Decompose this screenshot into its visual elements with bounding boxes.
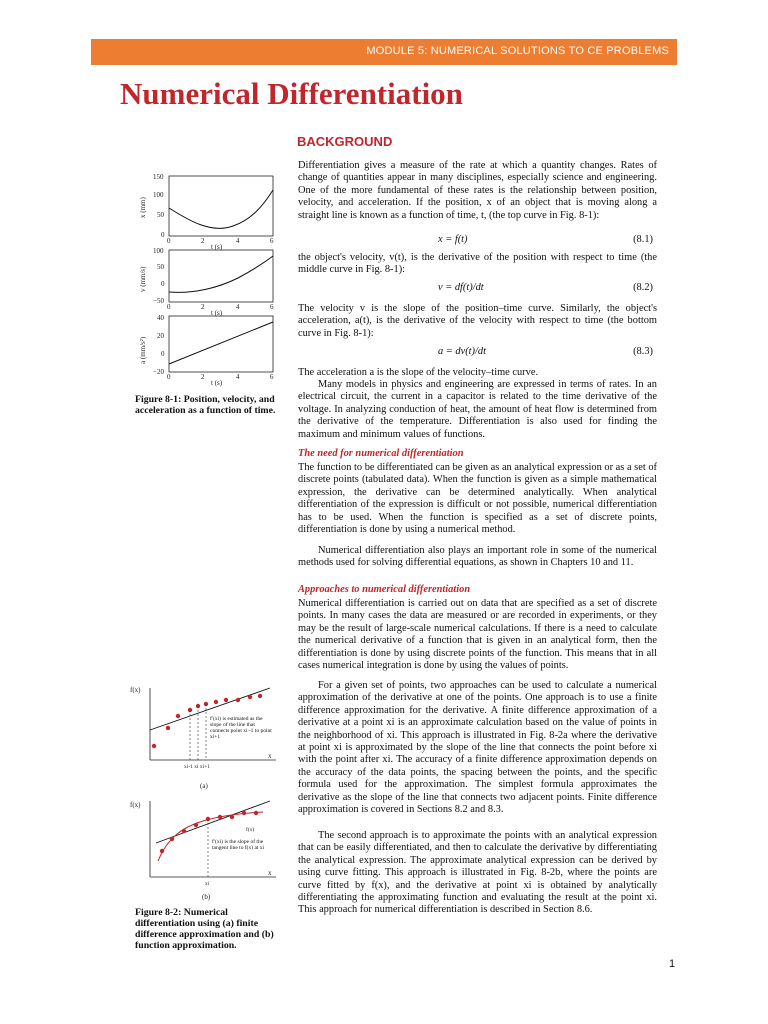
ytick: 150 (153, 173, 164, 181)
page-number: 1 (669, 958, 676, 970)
fig-b-note: f′(xi) is the slope of the tangent line to f(x) at xi (212, 839, 265, 851)
x-label: x (268, 869, 272, 877)
ytick: 40 (157, 314, 164, 322)
module-label: MODULE 5: NUMERICAL SOLUTIONS TO CE PROBLEMS (366, 45, 669, 57)
figure-8-1 (133, 168, 283, 388)
fig-a-label: (a) (200, 782, 208, 790)
xtick: 6 (270, 237, 274, 245)
figure-8-1-caption: Figure 8-1: Position, velocity, and acceleration as a function of time. (135, 394, 276, 416)
fig-a-point-labels: xi-1 xi xi+1 (184, 764, 211, 770)
xtick: 4 (236, 303, 240, 311)
fig-b-curve-label: f(x) (246, 827, 255, 833)
position-panel (139, 173, 274, 251)
xtick: 0 (167, 373, 171, 381)
acceleration-ylabel: a (mm/s²) (139, 336, 147, 364)
ytick: 100 (153, 247, 164, 255)
xtick: 4 (236, 237, 240, 245)
fig-b-point-label: xi (205, 881, 210, 887)
xtick: 0 (167, 303, 171, 311)
ytick: 0 (161, 350, 165, 358)
ytick: 0 (161, 231, 165, 239)
paragraph-9: For a given set of points, two approaches can be used to calculate a numerical approximation of the derivative at one of the points. One approach is to use a finite difference approximation for the derivative. A finite difference approximation of a derivative at a point xi is an approximate calculation based on the value of points in the neighborhood of xi. This approach is illustrated in Fig. 8-2a where the derivative at point xi is approximated by the slope of the line that connects the point before xi with the point after xi. The accuracy of a finite difference approximation depends on the accuracy of the data points, the spacing between the points, and the specific formula used for the approximation. The simplest formula approximates the derivative as the slope of the line that connects two adjacent points. Finite difference approximation is covered in Sections 8.2 and 8.3. (298, 680, 657, 816)
xtick: 2 (201, 373, 205, 381)
x-label: x (268, 752, 272, 760)
position-xlabel: t (s) (211, 243, 223, 251)
subheading-need: The need for numerical differentiation (298, 448, 464, 459)
xtick: 2 (201, 303, 205, 311)
fig-a-note: f′(xi) is estimated as the slope of the line that connects point xi−1 to point xi+1 (210, 716, 272, 740)
ytick: 0 (161, 280, 165, 288)
paragraph-2: the object's velocity, v(t), is the derivative of the position with respect to time (the middle curve in Fig. 8-1): (298, 252, 657, 276)
paragraph-5: Many models in physics and engineering are expressed in terms of rates. In an electrical circuit, the current in a capacitor is related to the time derivative of the voltage. In analyzing conduction of heat, the amount of heat flow is determined from the derivative of the temperature. Differentiation is also used for finding the maximum and minimum values of functions. (298, 379, 657, 440)
paragraph-3: The velocity v is the slope of the position–time curve. Similarly, the object's acceleration, a(t), is the derivative of the velocity with respect to time (the bottom curve in Fig. 8-1): (298, 303, 657, 339)
acceleration-xlabel: t (s) (211, 379, 223, 387)
paragraph-10: The second approach is to approximate the points with an analytical expression that can be easily differentiated, and then to calculate the derivative by differentiating the analytical expression. The approximate analytical expression can be derived by using curve fitting. This approach is illustrated in Fig. 8-2b, where the points are curve fitted by f(x), and the derivative at point xi is obtained by analytically differentiating the approximating function and evaluating the result at the point xi. This approach for numerical differentiation is described in Section 8.6. (298, 830, 657, 916)
xtick: 6 (270, 303, 274, 311)
page-title: Numerical Differentiation (120, 76, 463, 111)
velocity-curve (169, 256, 273, 292)
fx-label: f(x) (130, 801, 141, 809)
ytick: 50 (157, 263, 164, 271)
figure-8-2-caption: Figure 8-2: Numerical differentiation using (a) finite difference approximation and (b) function approximation. (135, 907, 274, 951)
subheading-approaches: Approaches to numerical differentiation (298, 584, 471, 595)
xtick: 4 (236, 373, 240, 381)
tangent-line (156, 801, 270, 843)
ytick: −50 (153, 297, 164, 305)
fig-b-label: (b) (202, 893, 211, 901)
equation-8-3: a = dv(t)/dt (8.3) (438, 346, 653, 357)
figure-8-2b (128, 795, 280, 905)
position-ylabel: x (mm) (139, 197, 147, 218)
figure-8-2a (128, 680, 280, 795)
ytick: 20 (157, 332, 164, 340)
acceleration-panel (139, 314, 274, 387)
ytick: 50 (157, 211, 164, 219)
velocity-xlabel: t (s) (211, 309, 223, 317)
paragraph-6: The function to be differentiated can be given as an analytical expression or as a set of discrete points (tabulated data). When the function is given as a simple mathematical expression, the derivative can be determined analytically. When analytical differentiation of the expression is difficult or not possible, numerical differentiation has to be used. When the function is specified as a set of discrete points, differentiation is done by using a numerical method. (298, 462, 657, 536)
velocity-ylabel: v (mm/s) (139, 266, 147, 292)
xtick: 6 (270, 373, 274, 381)
section-heading: BACKGROUND (297, 134, 393, 149)
equation-8-2: v = df(t)/dt (8.2) (438, 282, 653, 293)
acceleration-line (169, 322, 273, 364)
paragraph-7: Numerical differentiation also plays an important role in some of the numerical methods used for solving differential equations, as shown in Chapters 10 and 11. (298, 545, 657, 569)
paragraph-4: The acceleration a is the slope of the velocity–time curve. (298, 367, 539, 378)
module-banner (91, 39, 677, 65)
equation-8-1: x = f(t) (8.1) (438, 234, 653, 245)
paragraph-1: Differentiation gives a measure of the rate at which a quantity changes. Rates of change of quantities appear in many disciplines, especially science and engineering. One of the more fundamental of these rates is the relationship between position, velocity, and acceleration. If the position, x of an object that is moving along a straight line is known as a function of time, t, (the top curve in Fig. 8-1): (298, 160, 657, 221)
xtick: 2 (201, 237, 205, 245)
ytick: −20 (153, 368, 164, 376)
paragraph-8: Numerical differentiation is carried out on data that are specified as a set of discrete points. In many cases the data are measured or are recorded in experiments, or they may be the result of large-scale numerical calculations. If there is a need to calculate the numerical derivative of a function that is given in an analytical form, then the differentiation is done by using discrete points of the function. This means that in all cases numerical integration is done by using the values of points. (298, 598, 657, 672)
position-curve (169, 190, 273, 228)
xtick: 0 (167, 237, 171, 245)
velocity-panel (139, 247, 274, 317)
ytick: 100 (153, 191, 164, 199)
fx-label: f(x) (130, 686, 141, 694)
